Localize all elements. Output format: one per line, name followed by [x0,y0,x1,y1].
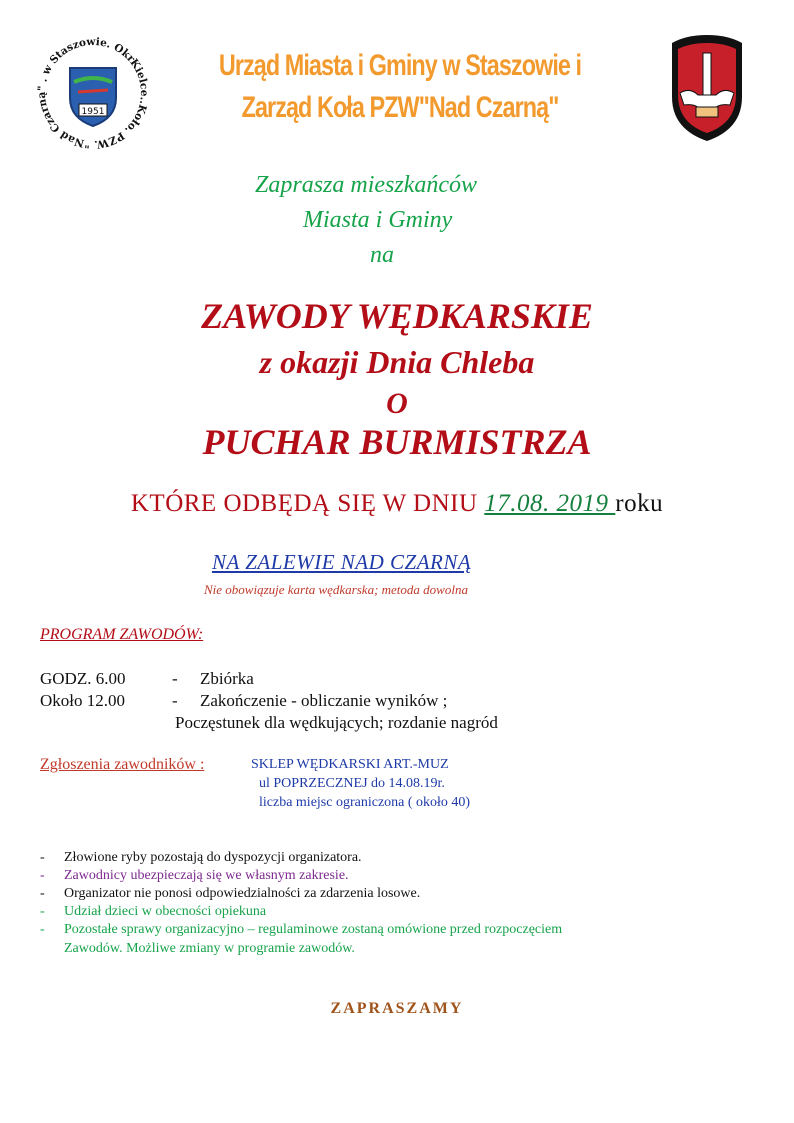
invite-line1: Zaprasza mieszkańców [255,172,478,198]
date-suffix: roku [615,490,664,517]
program-row-dash: - [172,691,178,710]
program-continuation: Poczęstunek dla wędkujących; rozdanie nagród [175,713,498,732]
coat-of-arms-logo [666,33,748,145]
registration-label: Zgłoszenia zawodników : [40,756,205,773]
club-stamp-logo [32,32,154,154]
stamp-year: 1951 [81,107,105,117]
program-row-time: Około 12.00 [40,691,125,710]
event-date-line [0,490,794,518]
headline-occasion: z okazji Dnia Chleba [259,344,535,380]
headline-connector: O [386,387,408,420]
organizer-title-line2: Zarząd Koła PZW"Nad Czarną" [241,91,559,124]
rule-continuation: Zawodów. Możliwe zmiany w programie zawodów. [64,941,355,956]
rule-dash: - [40,922,45,937]
event-date: 17.08. 2019 [484,490,616,517]
rule-dash: - [40,904,45,919]
registration-shop: SKLEP WĘDKARSKI ART.-MUZ [251,757,449,772]
rule-dash: - [40,868,45,883]
program-row-event: Zbiórka [200,669,254,688]
program-row-event: Zakończenie - obliczanie wyników ; [200,691,448,710]
rule-text: Zawodnicy ubezpieczają się we własnym zakresie. [64,868,349,883]
headline-trophy: PUCHAR BURMISTRZA [202,422,592,462]
rule-dash: - [40,886,45,901]
date-prefix: KTÓRE ODBĘDĄ SIĘ W DNIU [130,490,485,517]
event-note: Nie obowiązuje karta wędkarska; metoda dowolna [204,582,468,597]
rule-text: Pozostałe sprawy organizacyjno – regulaminowe zostaną omówione przed rozpoczęciem [64,922,563,937]
program-row-dash: - [172,669,178,688]
event-venue: NA ZALEWIE NAD CZARNĄ [212,550,472,574]
organizer-title-line1: Urząd Miasta i Gminy w Staszowie i [218,49,582,82]
closing-invitation: ZAPRASZAMY [330,1000,464,1017]
registration-limit: liczba miejsc ograniczona ( około 40) [259,795,471,810]
program-heading: PROGRAM ZAWODÓW: [40,626,204,643]
invite-line2: Miasta i Gminy [303,207,453,233]
stamp-ring-text: Kielce..Koło. PZW. "Nad Czarną" . w Staszowie. Okręg [35,35,151,151]
invite-line3: na [370,242,394,268]
registration-address: ul POPRZECZNEJ do 14.08.19r. [259,776,445,791]
headline-event-name: ZAWODY WĘDKARSKIE [201,296,593,336]
program-row-time: GODZ. 6.00 [40,669,126,688]
rule-dash: - [40,850,45,865]
rule-text: Złowione ryby pozostają do dyspozycji organizatora. [64,850,362,865]
rule-text: Organizator nie ponosi odpowiedzialności za zdarzenia losowe. [64,886,421,901]
rule-text: Udział dzieci w obecności opiekuna [64,904,267,919]
